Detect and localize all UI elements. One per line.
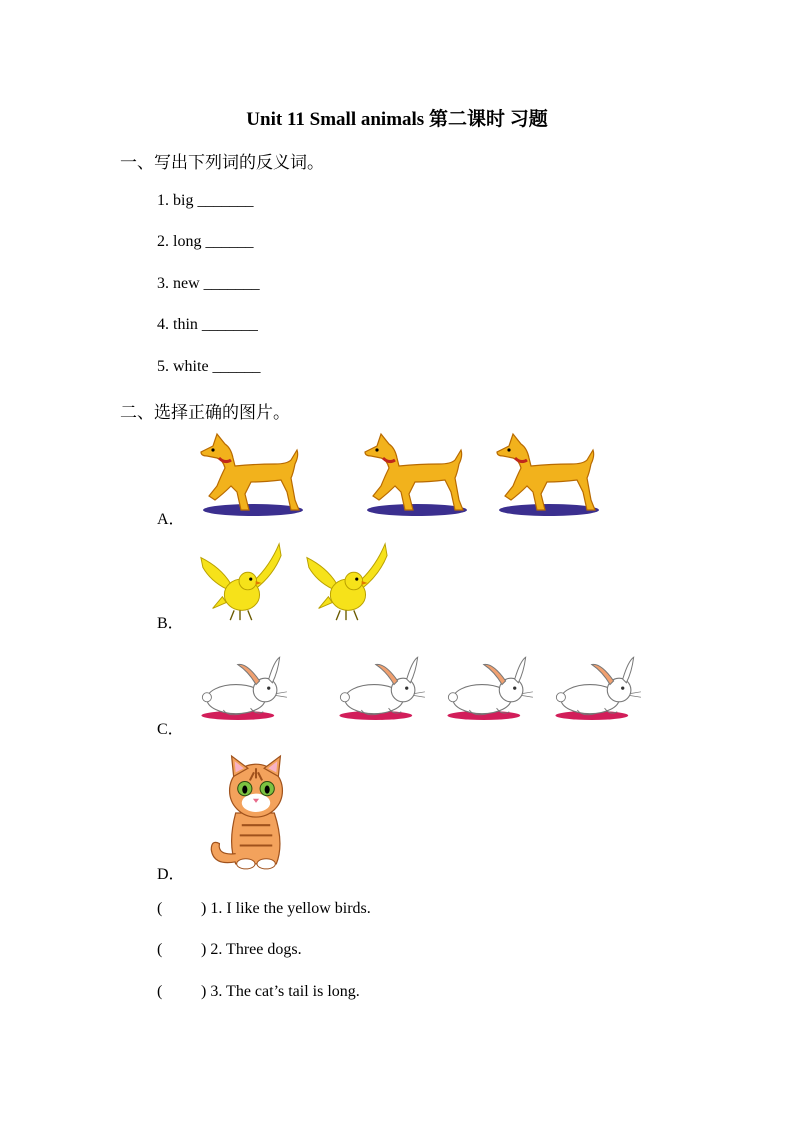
option-d-label: D． (157, 866, 185, 883)
antonym-item-3: 3. new _______ (157, 275, 260, 292)
cat-icon (204, 752, 308, 874)
dog-icon (356, 430, 472, 520)
option-a-label: A． (157, 511, 185, 528)
question-3 (157, 983, 360, 1001)
option-c-label: C． (157, 721, 184, 738)
page-title: Unit 11 Small animals 第二课时 习题 (246, 109, 548, 130)
rabbit-icon (550, 652, 650, 728)
question-2-text: 2. Three dogs. (210, 941, 302, 958)
question-3-close-paren: ) (201, 983, 207, 1000)
answer-blank-2[interactable]: ( (157, 941, 163, 958)
question-2-close-paren: ) (201, 941, 207, 958)
question-1-text: 1. I like the yellow birds. (210, 900, 371, 917)
rabbit-icon (334, 652, 434, 728)
dog-icon (192, 430, 308, 520)
section-2-heading: 二、选择正确的图片。 (120, 403, 290, 422)
bird-icon (190, 538, 290, 626)
section-1-heading: 一、写出下列词的反义词。 (120, 153, 324, 172)
option-b-label: B． (157, 615, 184, 632)
question-3-text: 3. The cat’s tail is long. (210, 983, 360, 1000)
antonym-item-5: 5. white ______ (157, 358, 261, 375)
rabbit-icon (442, 652, 542, 728)
bird-icon (296, 538, 396, 626)
rabbit-icon (196, 652, 296, 728)
question-2 (157, 941, 302, 959)
answer-blank-1[interactable]: ( (157, 900, 163, 917)
question-1-close-paren: ) (201, 900, 207, 917)
question-1 (157, 900, 371, 918)
antonym-item-2: 2. long ______ (157, 233, 254, 250)
answer-blank-3[interactable]: ( (157, 983, 163, 1000)
antonym-item-1: 1. big _______ (157, 192, 254, 209)
antonym-item-4: 4. thin _______ (157, 316, 258, 333)
dog-icon (488, 430, 604, 520)
